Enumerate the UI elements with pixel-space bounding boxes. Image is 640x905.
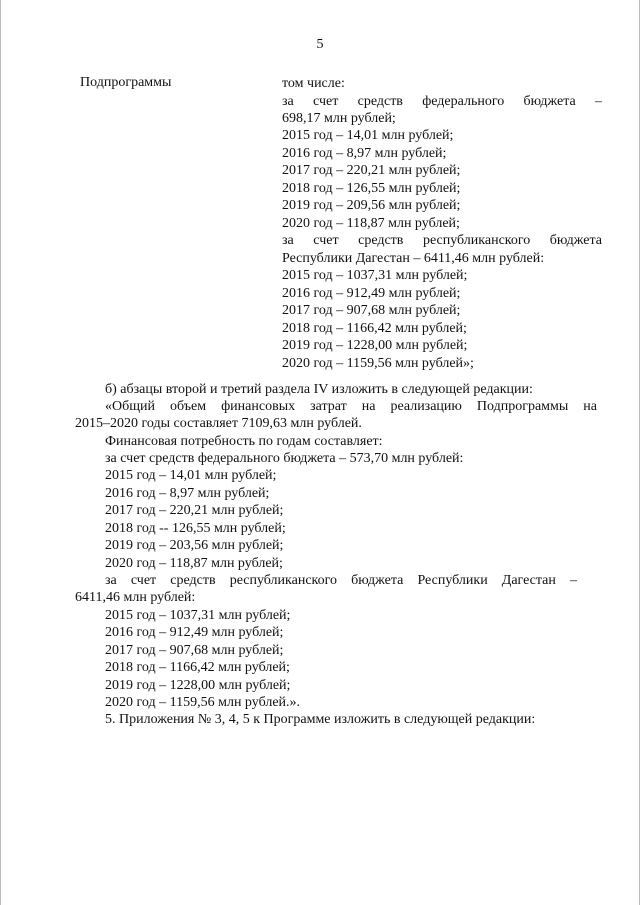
republic-year-line: 2019 год – 1228,00 млн рублей; xyxy=(282,338,468,353)
page-number: 5 xyxy=(316,37,324,52)
federal-year-line: 2020 год – 118,87 млн рублей; xyxy=(282,216,460,231)
federal-year-line: 2015 год – 14,01 млн рублей; xyxy=(282,128,454,143)
scan-edge-left xyxy=(0,0,1,905)
federal-year-line: 2019 год – 209,56 млн рублей; xyxy=(282,198,461,213)
republic-year-line: 2016 год – 912,49 млн рублей; xyxy=(105,625,284,640)
federal-year-line: 2015 год – 14,01 млн рублей; xyxy=(105,468,277,483)
republic-year-line: 2020 год – 1159,56 млн рублей.». xyxy=(105,695,301,710)
republic-year-line: 2015 год – 1037,31 млн рублей; xyxy=(282,268,468,283)
quote-continuation: 2015–2020 годы составляет 7109,63 млн рублей. xyxy=(75,416,362,431)
federal-year-line: 2018 год -- 126,55 млн рублей; xyxy=(105,521,286,536)
republic-year-line: 2018 год – 1166,42 млн рублей; xyxy=(105,660,290,675)
republic-budget-continuation: 6411,46 млн рублей: xyxy=(75,590,196,605)
republic-budget-first-line: за счет средств республиканского бюджета Республики Дагестан – xyxy=(105,573,577,588)
quote-first-line: «Общий объем финансовых затрат на реализацию Подпрограммы на xyxy=(105,399,597,414)
republic-year-line: 2017 год – 907,68 млн рублей; xyxy=(282,303,461,318)
federal-budget-line: за счет средств федерального бюджета – 573,70 млн рублей: xyxy=(105,451,464,466)
federal-year-line: 2020 год – 118,87 млн рублей; xyxy=(105,556,283,571)
paragraph-b: б) абзацы второй и третий раздела IV изложить в следующей редакции: xyxy=(105,382,533,397)
federal-year-line: 2019 год – 203,56 млн рублей; xyxy=(105,538,284,553)
federal-year-line: 2017 год – 220,21 млн рублей; xyxy=(105,503,284,518)
federal-year-line: 2016 год – 8,97 млн рублей; xyxy=(105,486,270,501)
federal-total-line: 698,17 млн рублей; xyxy=(282,111,396,126)
republic-year-line: 2020 год – 1159,56 млн рублей»; xyxy=(282,356,474,371)
federal-lead-line: за счет средств федерального бюджета – xyxy=(282,94,602,109)
republic-year-line: 2018 год – 1166,42 млн рублей; xyxy=(282,321,467,336)
intro-line: том числе: xyxy=(282,76,345,91)
federal-year-line: 2017 год – 220,21 млн рублей; xyxy=(282,163,461,178)
federal-year-line: 2018 год – 126,55 млн рублей; xyxy=(282,181,461,196)
republic-year-line: 2016 год – 912,49 млн рублей; xyxy=(282,286,461,301)
republic-lead-line: за счет средств республиканского бюджета xyxy=(282,233,602,248)
federal-year-line: 2016 год – 8,97 млн рублей; xyxy=(282,146,447,161)
republic-year-line: 2017 год – 907,68 млн рублей; xyxy=(105,643,284,658)
republic-total-line: Республики Дагестан – 6411,46 млн рублей: xyxy=(282,251,545,266)
section-label: Подпрограммы xyxy=(80,75,172,90)
financial-need-line: Финансовая потребность по годам составляет: xyxy=(105,434,383,449)
item-5-line: 5. Приложения № 3, 4, 5 к Программе изложить в следующей редакции: xyxy=(105,712,536,727)
republic-year-line: 2015 год – 1037,31 млн рублей; xyxy=(105,608,291,623)
republic-year-line: 2019 год – 1228,00 млн рублей; xyxy=(105,678,291,693)
